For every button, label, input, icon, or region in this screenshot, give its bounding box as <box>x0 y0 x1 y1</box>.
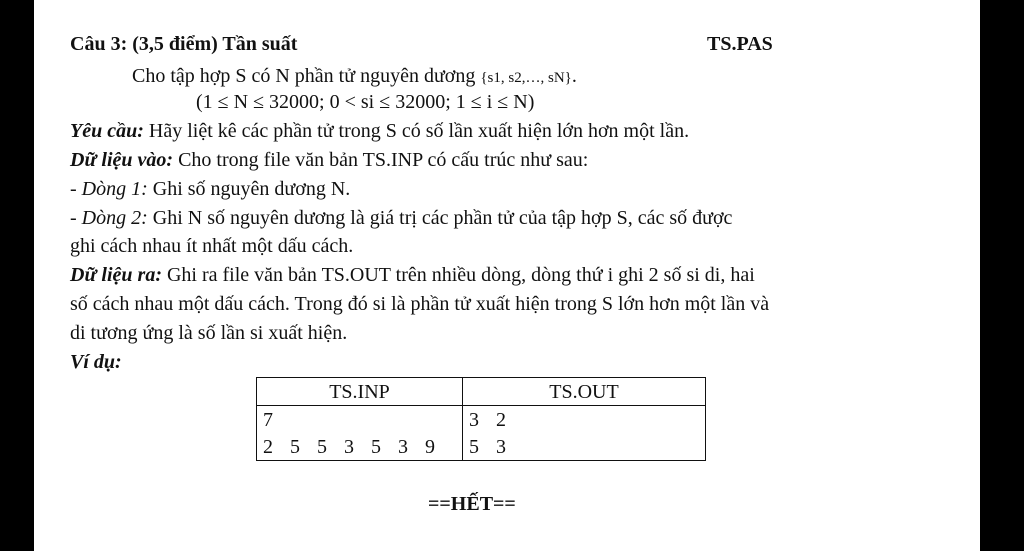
input-row-1-text: Ghi số nguyên dương N. <box>147 178 351 200</box>
input-row-2-continued: ghi cách nhau ít nhất một dấu cách. <box>70 235 354 257</box>
intro-line-1 <box>132 64 577 90</box>
table-row <box>257 406 706 434</box>
input-cell: 7 <box>257 406 463 434</box>
output-line <box>70 263 755 287</box>
constraints-line: (1 ≤ N ≤ 32000; 0 < si ≤ 32000; 1 ≤ i ≤ N) <box>196 91 535 113</box>
intro-period: . <box>571 65 577 87</box>
header-ts-inp: TS.INP <box>257 378 463 406</box>
output-heading: Dữ liệu ra: <box>70 264 162 286</box>
input-row-2-text: Ghi N số nguyên dương là giá trị các phần tử của tập hợp S, các số được <box>147 207 733 229</box>
input-line <box>70 148 588 172</box>
example-header-row <box>257 378 706 406</box>
output-text: Ghi ra file văn bản TS.OUT trên nhiều dòng, dòng thứ i ghi 2 số si di, hai <box>161 264 755 286</box>
output-cell: 5 3 <box>463 433 706 461</box>
input-text: Cho trong file văn bản TS.INP có cấu trúc như sau: <box>173 149 589 171</box>
output-cell: 3 2 <box>463 406 706 434</box>
requirement-heading: Yêu cầu: <box>70 120 144 142</box>
requirement-line <box>70 119 689 143</box>
output-line-2: số cách nhau một dấu cách. Trong đó si là phần tử xuất hiện trong S lớn hơn một lần và <box>70 293 770 315</box>
requirement-text: Hãy liệt kê các phần tử trong S có số lần xuất hiện lớn hơn một lần. <box>143 120 690 142</box>
table-row <box>257 433 706 461</box>
header-ts-out: TS.OUT <box>463 378 706 406</box>
example-table <box>256 377 706 461</box>
program-filename: TS.PAS <box>707 33 773 55</box>
input-row-2 <box>70 206 732 230</box>
document-page <box>34 0 980 551</box>
end-marker: ==HẾT== <box>428 493 516 515</box>
input-row-1 <box>70 177 350 201</box>
question-title: Câu 3: (3,5 điểm) Tần suất <box>70 33 298 55</box>
input-cell: 2 5 5 3 5 3 9 <box>257 433 463 461</box>
example-heading: Ví dụ: <box>70 351 122 373</box>
output-line-3: di tương ứng là số lần si xuất hiện. <box>70 322 348 344</box>
input-heading: Dữ liệu vào: <box>70 149 174 171</box>
input-row-1-label: - Dòng 1: <box>70 178 148 200</box>
input-row-2-label: - Dòng 2: <box>70 207 148 229</box>
set-notation: {s1, s2,…, sN} <box>480 70 572 86</box>
intro-text: Cho tập hợp S có N phần tử nguyên dương <box>132 65 481 87</box>
